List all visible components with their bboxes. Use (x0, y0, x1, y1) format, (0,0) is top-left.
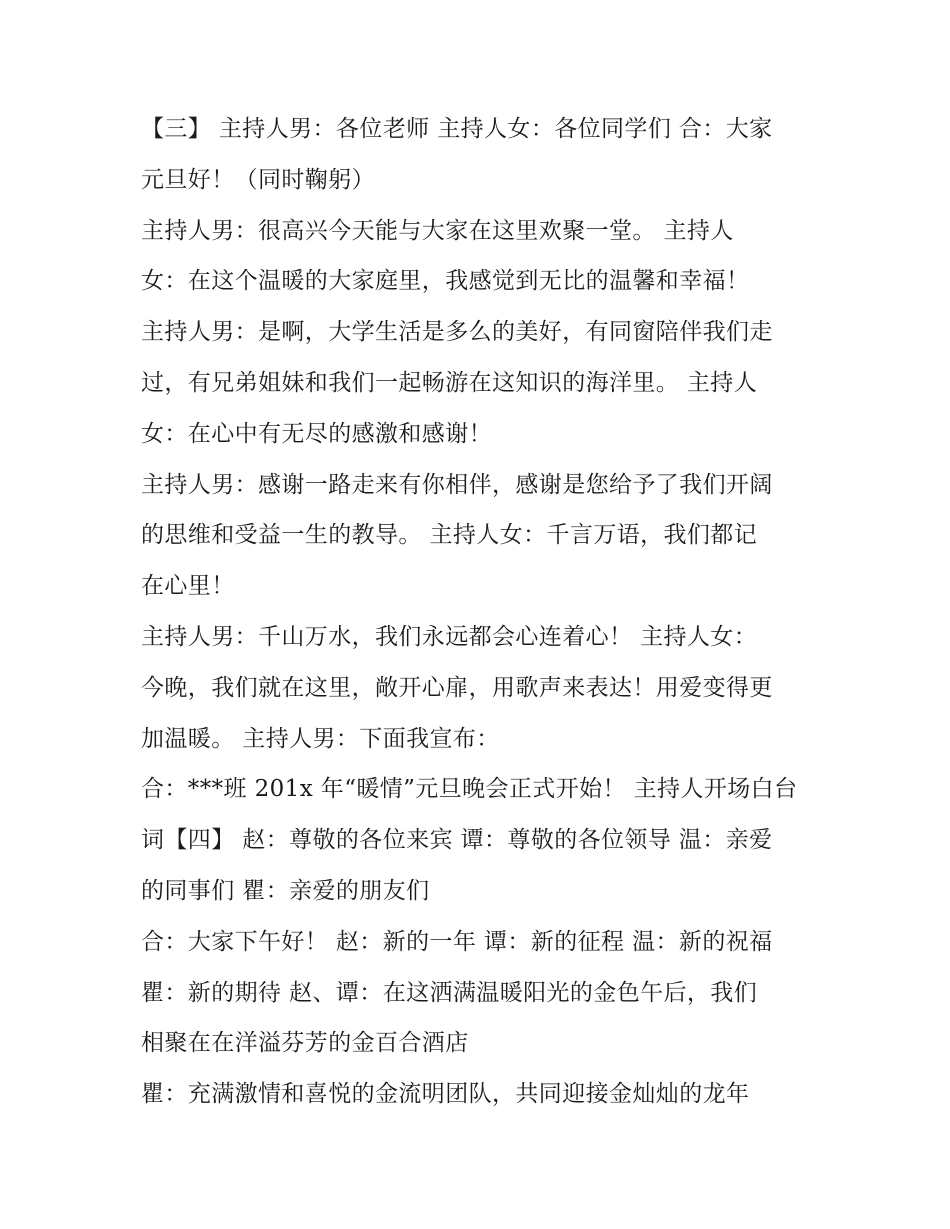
text-line: 的思维和受益一生的教导。 主持人女：千言万语，我们都记 (141, 522, 758, 549)
text-line: 女：在这个温暖的大家庭里，我感觉到无比的温馨和幸福！ (141, 268, 750, 295)
text-line: 瞿：新的期待 赵、谭：在这洒满温暖阳光的金色午后，我们 (141, 979, 758, 1006)
text-line: 女：在心中有无尽的感激和感谢！ (141, 420, 492, 447)
text-line: 相聚在在洋溢芬芳的金百合酒店 (141, 1030, 469, 1057)
text-line: 加温暖。 主持人男：下面我宣布： (141, 725, 500, 752)
text-line: 合：大家下午好！ 赵：新的一年 谭：新的征程 温：新的祝福 (141, 928, 773, 955)
text-line: 今晚，我们就在这里，敞开心扉，用歌声来表达！用爱变得更 (141, 674, 773, 701)
text-line: 过，有兄弟姐妹和我们一起畅游在这知识的海洋里。 主持人 (141, 369, 758, 396)
text-line: 的同事们 瞿：亲爱的朋友们 (141, 877, 430, 904)
text-line: 元旦好！（同时鞠躬） (141, 166, 375, 193)
text-line: 主持人男：千山万水，我们永远都会心连着心！ 主持人女： (141, 623, 758, 650)
text-line: 合：***班 201x 年“暖情”元旦晚会正式开始！ 主持人开场白台 (141, 776, 798, 803)
text-line: 词【四】 赵：尊敬的各位来宾 谭：尊敬的各位领导 温：亲爱 (141, 827, 773, 854)
text-line: 瞿：充满激情和喜悦的金流明团队，共同迎接金灿灿的龙年 (141, 1081, 750, 1108)
text-line: 主持人男：很高兴今天能与大家在这里欢聚一堂。 主持人 (141, 217, 734, 244)
text-line: 在心里！ (141, 573, 235, 600)
text-line: 主持人男：是啊，大学生活是多么的美好，有同窗陪伴我们走 (141, 319, 773, 346)
text-line: 【三】 主持人男：各位老师 主持人女：各位同学们 合：大家 (141, 116, 773, 142)
text-line: 主持人男：感谢一路走来有你相伴，感谢是您给予了我们开阔 (141, 471, 773, 498)
document-body (141, 104, 821, 1120)
